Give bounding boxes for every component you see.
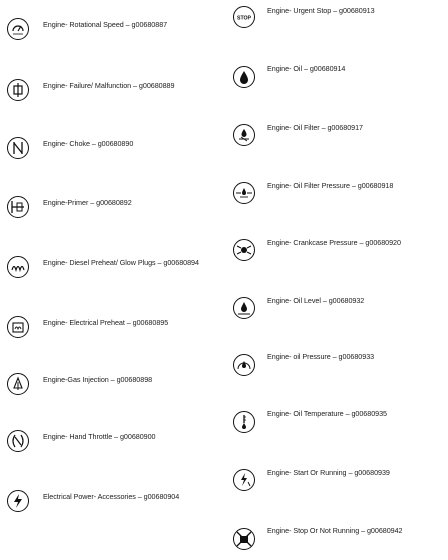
symbol-label: Engine- Hand Throttle – g00680900 xyxy=(43,432,156,441)
symbol-entry xyxy=(224,232,448,272)
symbol-entry xyxy=(0,369,224,409)
right-symbol-column xyxy=(224,0,448,555)
symbol-entry xyxy=(0,192,224,232)
oil-filter-pressure-icon xyxy=(233,182,255,204)
symbol-entry xyxy=(0,426,224,466)
symbol-label: Engine- Oil Level – g00680932 xyxy=(267,296,365,305)
symbol-label: Engine- Oil Filter Pressure – g00680918 xyxy=(267,181,394,190)
engine-speed-icon xyxy=(7,18,29,40)
symbol-label: Engine- Diesel Preheat/ Glow Plugs – g00680894 xyxy=(43,258,199,267)
gas-injection-icon xyxy=(7,373,29,395)
symbol-label: Engine- Start Or Running – g00680939 xyxy=(267,468,390,477)
electrical-preheat-icon xyxy=(7,316,29,338)
symbol-entry xyxy=(224,117,448,157)
engine-running-icon xyxy=(233,469,255,491)
stop-icon xyxy=(233,6,255,28)
symbol-label: Engine-Primer – g00680892 xyxy=(43,198,132,207)
symbol-entry xyxy=(224,403,448,443)
symbol-entry xyxy=(224,290,448,330)
engine-failure-icon xyxy=(7,79,29,101)
symbol-entry xyxy=(0,133,224,173)
symbol-entry xyxy=(224,58,448,98)
symbol-label: Engine- Failure/ Malfunction – g00680889 xyxy=(43,81,175,90)
glow-plug-icon xyxy=(7,256,29,278)
oil-filter-icon xyxy=(233,124,255,146)
symbol-label: Engine- Oil Temperature – g00680935 xyxy=(267,409,387,418)
symbol-label: Engine-Gas Injection – g00680898 xyxy=(43,375,153,384)
symbol-entry xyxy=(0,252,224,292)
svg-text:STOP: STOP xyxy=(236,15,252,22)
symbol-label: Engine- Rotational Speed – g00680887 xyxy=(43,20,168,29)
symbol-label: Electrical Power- Accessories – g00680904 xyxy=(43,492,180,501)
symbol-entry xyxy=(224,0,448,40)
hand-throttle-icon xyxy=(7,430,29,452)
symbol-label: Engine- Electrical Preheat – g00680895 xyxy=(43,318,169,327)
engine-stopped-icon xyxy=(233,528,255,550)
symbol-entry xyxy=(224,175,448,215)
symbol-label: Engine- Crankcase Pressure – g00680920 xyxy=(267,238,401,247)
symbol-label: Engine- Oil – g00680914 xyxy=(267,64,346,73)
lightning-bolt-icon xyxy=(7,490,29,512)
oil-temperature-icon xyxy=(233,411,255,433)
symbol-label: Engine- Choke – g00680890 xyxy=(43,139,134,148)
symbol-entry xyxy=(0,75,224,115)
symbol-entry xyxy=(224,520,448,560)
symbol-label: Engine- oil Pressure – g00680933 xyxy=(267,352,375,361)
choke-icon xyxy=(7,137,29,159)
symbol-label: Engine- Oil Filter – g00680917 xyxy=(267,123,363,132)
left-symbol-column xyxy=(0,0,224,555)
oil-level-icon xyxy=(233,297,255,319)
symbol-entry xyxy=(0,312,224,352)
symbol-entry xyxy=(224,462,448,502)
symbol-label: Engine- Stop Or Not Running – g00680942 xyxy=(267,526,403,535)
symbol-entry xyxy=(0,14,224,54)
oil-drop-icon xyxy=(233,66,255,88)
primer-icon xyxy=(7,196,29,218)
symbol-entry xyxy=(224,346,448,386)
symbol-entry xyxy=(0,486,224,526)
symbol-label: Engine- Urgent Stop – g00680913 xyxy=(267,6,375,15)
oil-pressure-icon xyxy=(233,354,255,376)
crankcase-pressure-icon xyxy=(233,239,255,261)
